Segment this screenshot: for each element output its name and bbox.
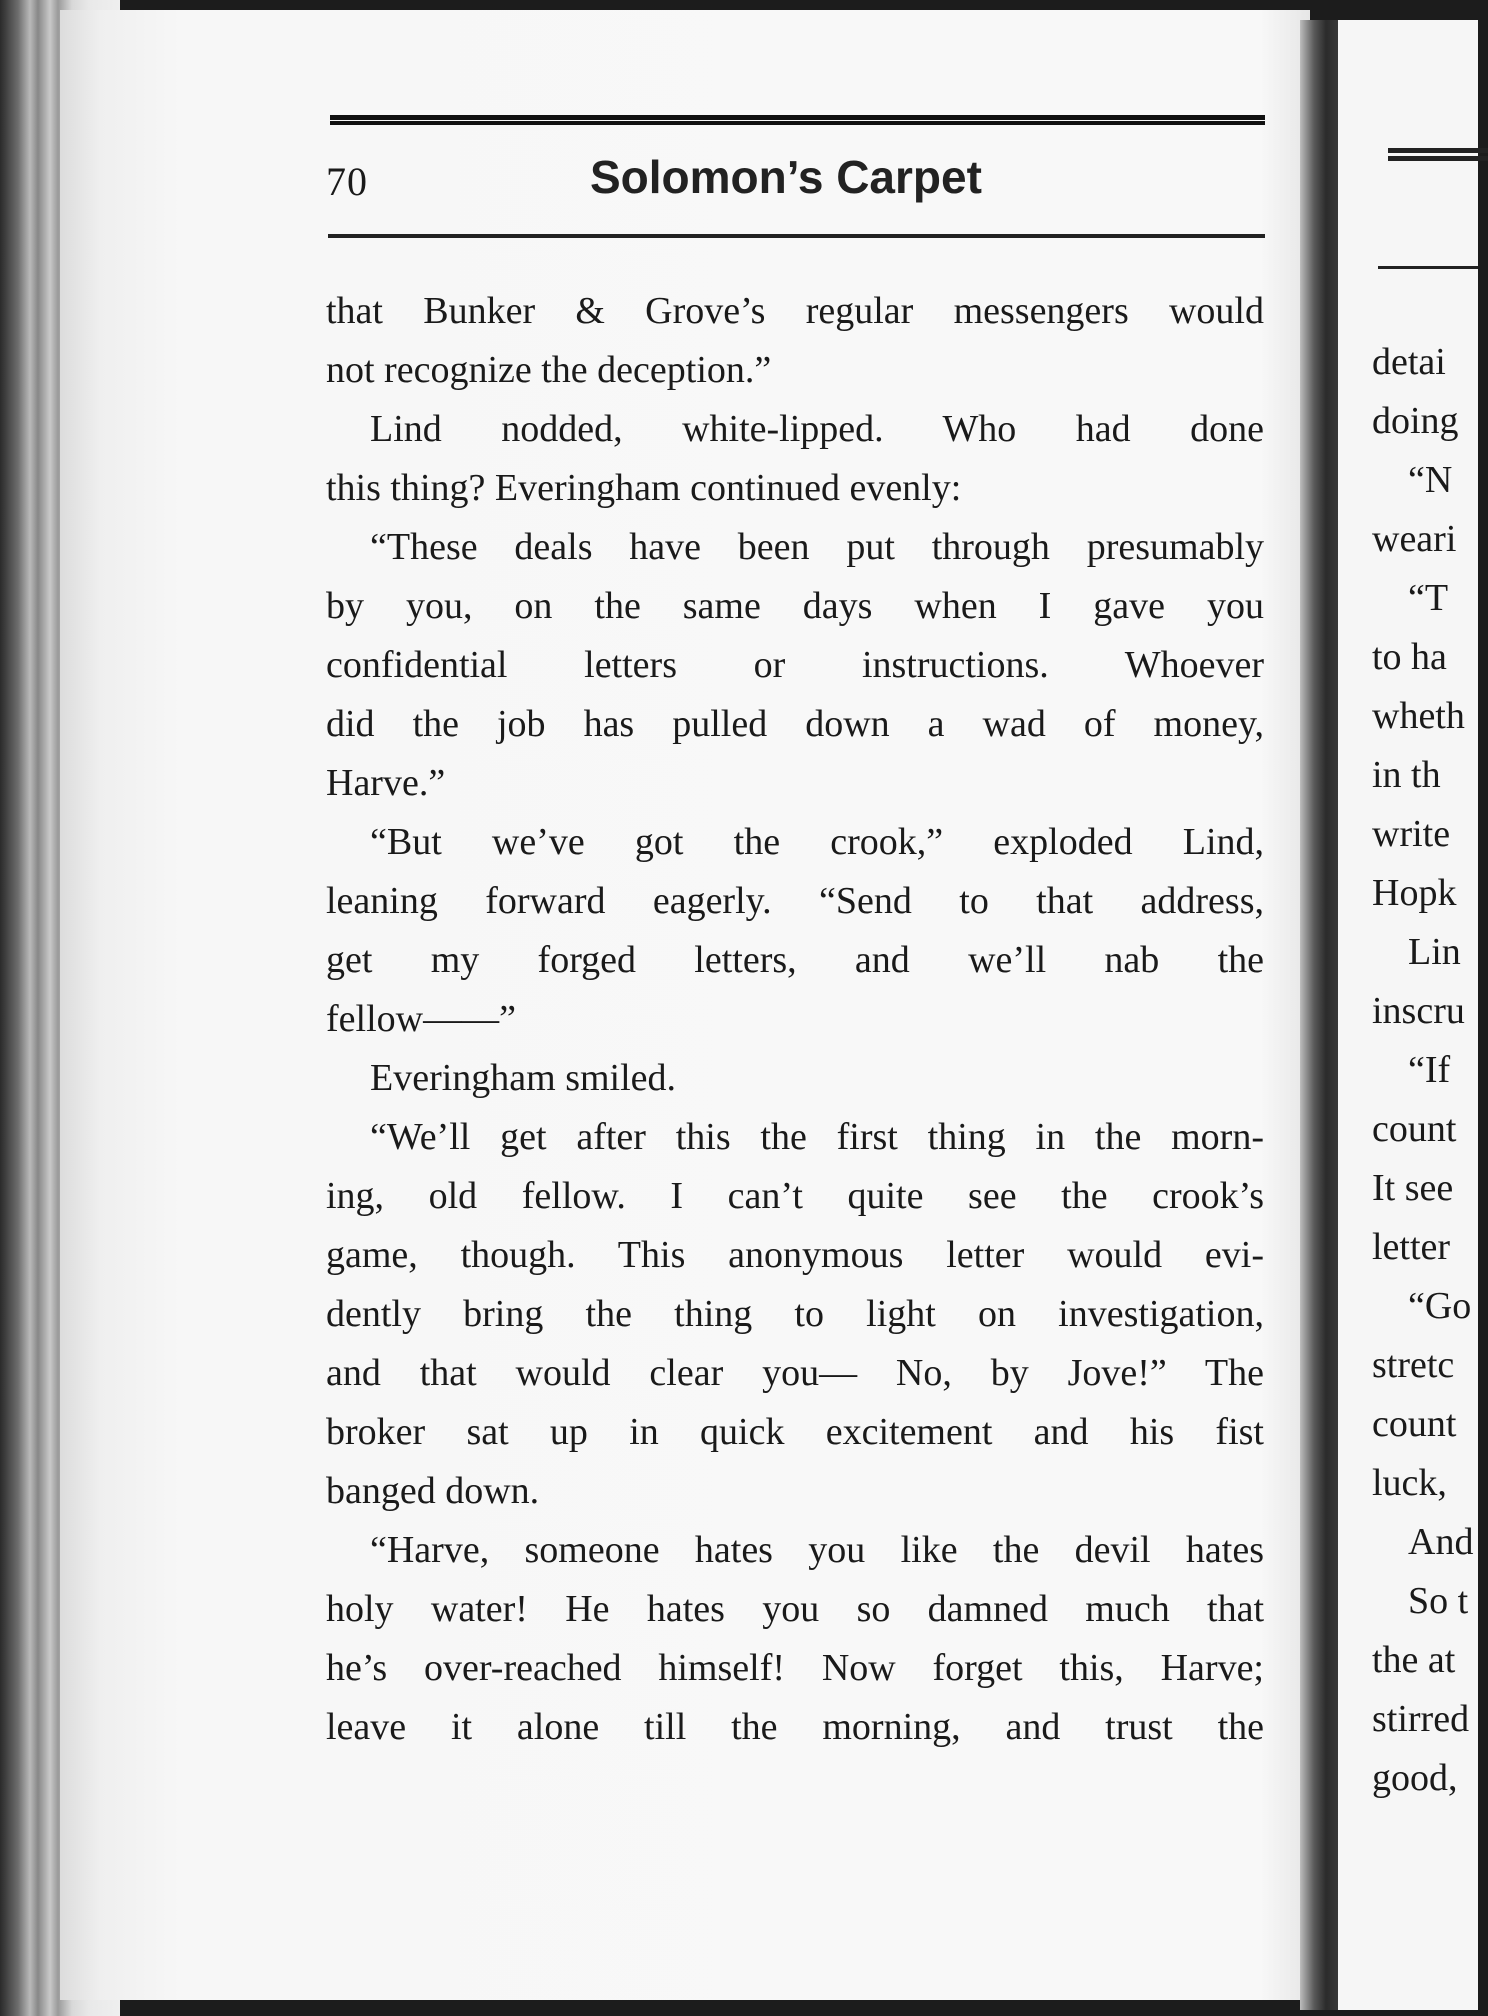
text-line: leave it alone till the morning, and trust the — [326, 1706, 1264, 1748]
right-header-bottom-rule — [1378, 266, 1478, 269]
text-line: game, though. This anonymous letter would evi- — [326, 1234, 1264, 1276]
text-line: broker sat up in quick excitement and his fist — [326, 1411, 1264, 1453]
right-text-line: stirred — [1372, 1698, 1470, 1740]
text-line: “We’ll get after this the first thing in the morn- — [370, 1116, 1264, 1158]
right-text-line: “If — [1408, 1049, 1451, 1091]
right-text-line: count — [1372, 1403, 1457, 1445]
right-text-line: stretc — [1372, 1344, 1455, 1386]
header-double-rule — [330, 115, 1265, 125]
text-line: Harve.” — [326, 762, 446, 804]
right-text-line: write — [1372, 813, 1451, 855]
right-text-line: “Go — [1408, 1285, 1472, 1327]
text-line: “These deals have been put through presumably — [370, 526, 1264, 568]
text-line: did the job has pulled down a wad of money, — [326, 703, 1264, 745]
right-page-text — [1372, 333, 1473, 1808]
right-text-line: “T — [1408, 577, 1449, 619]
right-text-line: detai — [1372, 341, 1446, 383]
right-text-line: weari — [1372, 518, 1457, 560]
text-line: fellow——” — [326, 998, 516, 1040]
right-text-line: count — [1372, 1108, 1457, 1150]
running-title: Solomon’s Carpet — [590, 151, 982, 203]
text-line: Everingham smiled. — [370, 1057, 677, 1099]
header-bottom-rule — [328, 234, 1265, 238]
right-text-line: So t — [1408, 1580, 1469, 1622]
right-text-line: in th — [1372, 754, 1441, 796]
text-line: “But we’ve got the crook,” exploded Lind, — [370, 821, 1264, 863]
text-line: Lind nodded, white-lipped. Who had done — [370, 408, 1264, 450]
right-page-fragment — [1338, 20, 1478, 2010]
text-line: holy water! He hates you so damned much that — [326, 1588, 1264, 1630]
book-gutter — [1300, 20, 1340, 2010]
right-text-line: luck, — [1372, 1462, 1447, 1504]
text-line: by you, on the same days when I gave you — [326, 585, 1264, 627]
right-text-line: And — [1408, 1521, 1474, 1563]
text-line: “Harve, someone hates you like the devil hates — [370, 1529, 1264, 1571]
text-line: and that would clear you— No, by Jove!” The — [326, 1352, 1264, 1394]
right-text-line: Lin — [1408, 931, 1461, 973]
right-text-line: “N — [1408, 459, 1453, 501]
text-line: ing, old fellow. I can’t quite see the crook’s — [326, 1175, 1264, 1217]
right-text-line: doing — [1372, 400, 1459, 442]
text-line: dently bring the thing to light on investigation, — [326, 1293, 1264, 1335]
right-text-line: good, — [1372, 1757, 1458, 1799]
text-line: leaning forward eagerly. “Send to that address, — [326, 880, 1264, 922]
right-text-line: It see — [1372, 1167, 1454, 1209]
right-text-line: letter — [1372, 1226, 1451, 1268]
right-text-line: wheth — [1372, 695, 1465, 737]
text-line: confidential letters or instructions. Whoever — [326, 644, 1264, 686]
text-line: that Bunker & Grove’s regular messengers would — [326, 290, 1264, 332]
text-line: banged down. — [326, 1470, 540, 1512]
text-line: not recognize the deception.” — [326, 349, 772, 391]
text-line: get my forged letters, and we’ll nab the — [326, 939, 1264, 981]
page-body-text — [326, 282, 1264, 1757]
right-text-line: Hopk — [1372, 872, 1457, 914]
text-line: this thing? Everingham continued evenly: — [326, 467, 962, 509]
right-text-line: the at — [1372, 1639, 1456, 1681]
right-text-line: inscru — [1372, 990, 1465, 1032]
right-header-rule — [1388, 156, 1488, 161]
right-text-line: to ha — [1372, 636, 1447, 678]
page-number: 70 — [326, 159, 368, 204]
right-header-rule — [1388, 148, 1488, 153]
text-line: he’s over-reached himself! Now forget this, Harve; — [326, 1647, 1264, 1689]
